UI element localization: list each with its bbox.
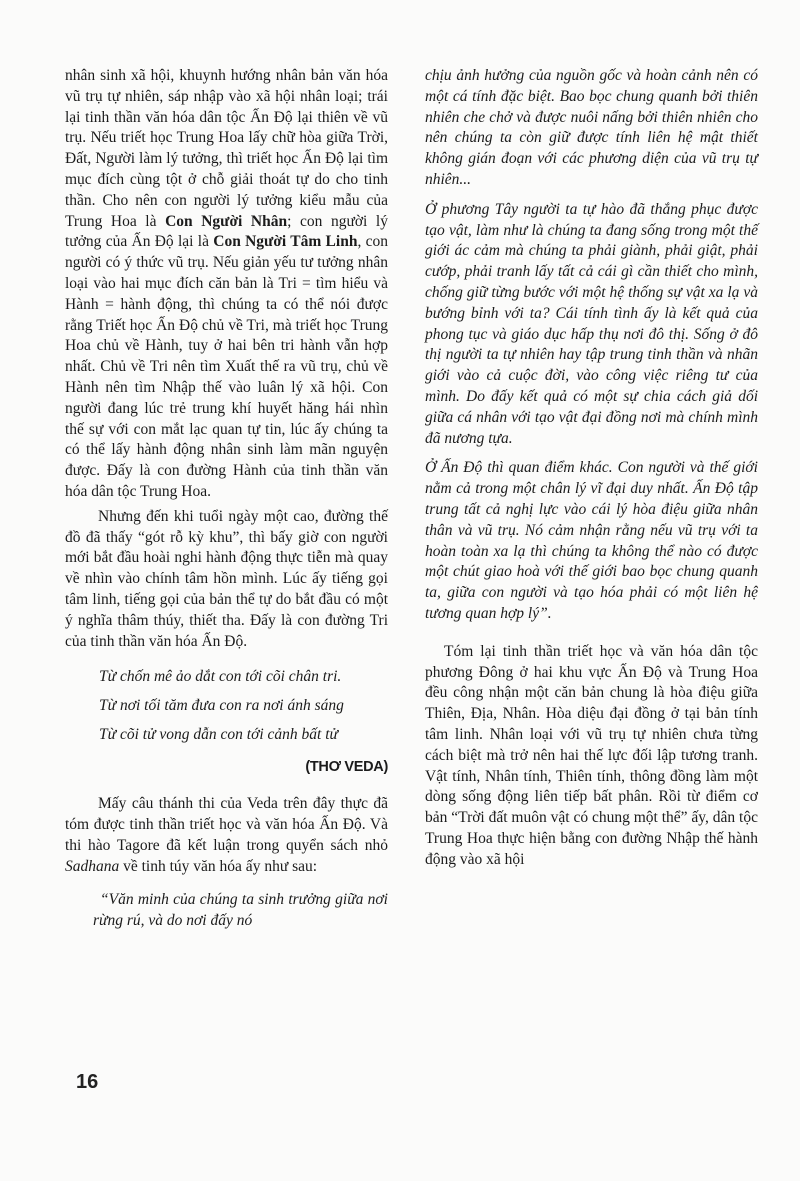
bold-term-con-nguoi-tam-linh: Con Người Tâm Linh: [213, 233, 358, 251]
page-number: 16: [76, 1071, 99, 1093]
paragraph-veda-comment: [65, 794, 388, 877]
tagore-quote-india: Ở Ấn Độ thì quan điểm khác. Con người và thế giới nằm cả trong một chân lý vĩ đại duy nhất. Ấn Độ tập trung tất cả nghị lực vào cái lý hòa điệu giữa nhân thân và vũ trụ. Nó cảm nhận rằng nếu vũ trụ với ta hoàn toàn xa lạ thì chúng ta không thể nào có được một chút giao hoà với thế giới bao bọc chung quanh ta, giữa con người và tạo hóa phải có một liên hệ tương quan hợp lý”.: [425, 459, 758, 622]
body-text: nhân sinh xã hội, khuynh hướng nhân bản văn hóa vũ trụ tự nhiên, sáp nhập vào xã hội nhân loại; trái lại tinh thần văn hóa dân tộc Ấn Độ lại thiên về vũ trụ. Nếu triết học Trung Hoa lấy chữ hòa giữa Trời, Đất, Người làm lý tưởng, thì triết học Ấn Độ lại tìm mục đích cùng tột ở chỗ giải thoát tự do cho tinh thần. Cho nên con người lý tưởng kiểu mẫu của Trung Hoa là: [65, 67, 388, 230]
paragraph-conclusion: Tóm lại tinh thần triết học và văn hóa dân tộc phương Đông ở hai khu vực Ấn Độ và Trung Hoa đều công nhận một căn bản chung là hòa điệu giữa Thiên, Địa, Nhân. Hòa diệu đại đồng ở tại bản tính tâm linh. Nhân loại với vũ trụ tự nhiên chưa từng cách biệt mà trở nên hai thế lực đối lập tương tranh. Vật tính, Nhân tính, Thiên tính, thông đồng làm một dòng sống động liên tiếp bất phân. Rồi từ điểm cơ bản “Trời đất muôn vật có chung một thể” ấy, dân tộc Trung Hoa thực hiện bằng con đường Nhập thế hành động vào xã hội: [425, 642, 758, 868]
body-text: Mấy câu thánh thi của Veda trên đây thực đã tóm được tinh thần triết học và văn hóa Ấn Độ. Và thi hào Tagore đã kết luận trong quyển sách nhỏ: [65, 795, 388, 854]
tagore-quote-west: Ở phương Tây người ta tự hào đã thắng phục được tạo vật, làm như là chúng ta đang sống trong một thế giới ác cảm mà chúng ta phải giành, phải giật, phải cướp, phải tranh lấy tất cả cái gì cần thiết cho mình, chống giữ từng bước với một hệ thống sự vật xa lạ và bướng bỉnh với ta? Cái tính tình ấy là kết quả của phong tục và giáo dục hấp thụ nơi đô thị. Sống ở đô thị người ta tự nhiên hay tập trung tinh thần và nhãn giới vào cả cuộc đời, vào công việc riêng tư của mình. Do đấy kết quả có một sự chia cách giả dối giữa cá nhân với tạo vật đại đồng nơi mà chính mình đã nương tựa.: [425, 200, 758, 447]
body-text: về tinh túy văn hóa ấy như sau:: [119, 857, 318, 875]
bold-term-con-nguoi-nhan: Con Người Nhân: [165, 212, 288, 230]
tagore-quote-start: “Văn minh của chúng ta sinh trưởng giữa nơi rừng rú, và do nơi đấy nó: [93, 891, 388, 930]
veda-poem: [99, 662, 388, 749]
body-text: ; con người lý tưởng của Ấn Độ lại là: [65, 212, 388, 251]
paragraph-tri-duong: Nhưng đến khi tuổi ngày một cao, đường thế đồ đã thấy “gót rỗ kỳ khu”, thì bấy giờ con người mới bắt đầu hoài nghi hành động thực tiễn mà quay về nhìn vào chính tâm hồn mình. Lúc ấy tiếng gọi tâm linh, tiếng gọi của bản thể tự do bắt đầu có một ý nghĩa thâm thúy, thiết tha. Đấy là con đường Tri của tinh thần văn hóa Ấn Độ.: [65, 507, 388, 650]
right-column: [425, 66, 758, 932]
left-column: [65, 66, 388, 932]
body-text: , con người có ý thức vũ trụ. Nếu giản yếu tư tưởng nhân loại vào hai mục đích căn bản là Tri = tìm hiểu và Hành = hành động, thì chúng ta có thể nói được rằng Triết học Ấn Độ chủ về Tri, mà triết học Trung Hoa chủ về Hành, tuy ở hai bên tri hành vẫn hợp nhất. Chủ về Tri nên tìm Xuất thế ra vũ trụ, chủ về Hành nên tìm Nhập thế vào luân lý xã hội. Con người đang lúc trẻ trung khí huyết hăng hái nhìn thế sự với con mắt lạc quan tự tin, lúc ấy chúng ta có thể lấy hành động nhân sinh làm mãn nguyện được. Đấy là con đường Hành của tinh thần văn hóa dân tộc Trung Hoa.: [65, 233, 388, 500]
paragraph-continuation: [65, 66, 388, 503]
poem-line: Từ cõi tử vong dẫn con tới cảnh bất tử: [99, 726, 338, 744]
book-title-sadhana: Sadhana: [65, 857, 120, 875]
two-column-text: [65, 66, 758, 932]
poem-line: Từ nơi tối tăm đưa con ra nơi ánh sáng: [99, 697, 344, 715]
tagore-quote-continuation: chịu ảnh hưởng của nguồn gốc và hoàn cảnh nên có một cá tính đặc biệt. Bao bọc chung quanh bởi thiên nhiên che chở và được nuôi nấng bởi thiên nhiên cho nên chúng ta còn giữ được tính liên hệ mật thiết không gián đoạn với các phương diện của vũ trụ tự nhiên...: [425, 67, 758, 188]
poem-line: Từ chốn mê ảo dắt con tới cõi chân tri.: [99, 668, 342, 686]
poem-attribution: (THƠ VEDA): [305, 759, 388, 776]
